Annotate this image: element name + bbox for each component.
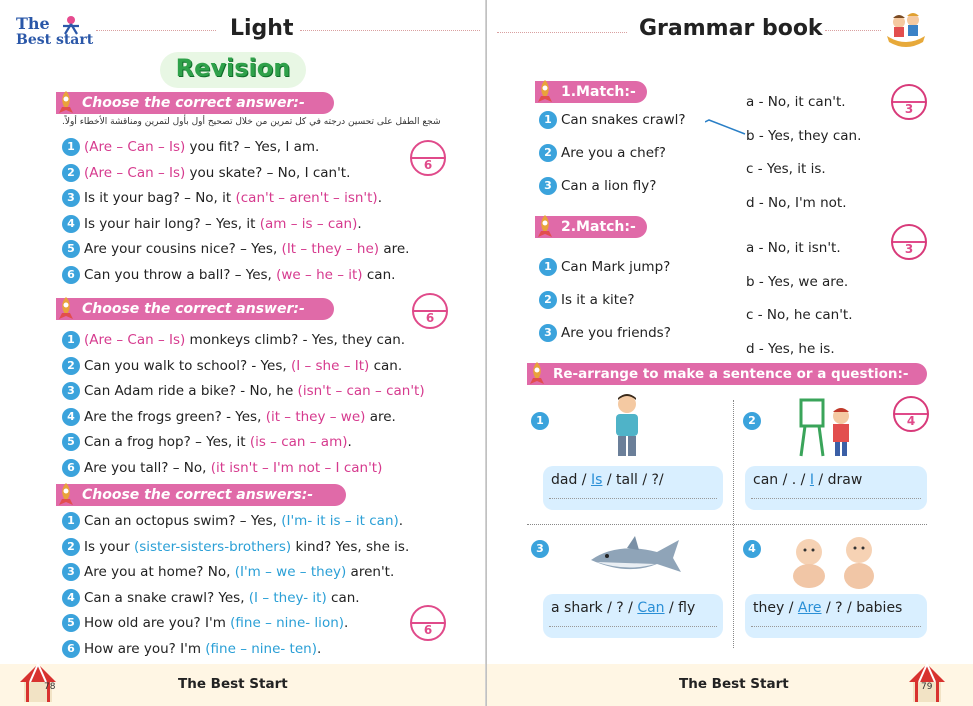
question-number-badge: 2	[62, 538, 80, 556]
answer-choices[interactable]: (I – they- it)	[248, 589, 327, 606]
answer-choices[interactable]: (Are – Can – Is)	[84, 164, 186, 181]
header-dash-right	[825, 30, 881, 31]
match-answer-option[interactable]: d - Yes, he is.	[746, 340, 835, 357]
revision-title-badge	[160, 52, 306, 88]
question-number-badge: 3	[62, 189, 80, 207]
question-number-badge: 5	[62, 240, 80, 258]
section2-title: Choose the correct answer:-	[82, 301, 305, 317]
match-question-text: Are you friends?	[561, 325, 671, 341]
rearrange-box-3[interactable]	[543, 594, 723, 638]
match2-banner	[535, 216, 647, 238]
question-number-badge: 5	[62, 614, 80, 632]
match1-score: 3	[904, 102, 914, 116]
match-answer-option[interactable]: b - Yes, they can.	[746, 127, 862, 144]
question-text: Is it your bag? – No, it (can't – aren't – isn't).	[84, 190, 382, 206]
question-number-badge: 2	[62, 164, 80, 182]
answer-choices[interactable]: (Are – Can – Is)	[84, 332, 186, 348]
match-answer-option[interactable]: b - Yes, we are.	[746, 273, 849, 290]
question-text: (Are – Can – Is) monkeys climb? - Yes, they can.	[84, 332, 406, 348]
answer-choices[interactable]: (am – is – can)	[259, 215, 358, 232]
brand-logo	[16, 14, 96, 50]
match-question-text: Can Mark jump?	[561, 259, 671, 275]
match1-title: 1.Match:-	[561, 84, 636, 100]
horizontal-divider	[527, 524, 927, 525]
question-number-badge: 3	[62, 563, 80, 581]
answer-choices[interactable]: (it – they – we)	[265, 408, 366, 425]
match-question-text: Are you a chef?	[561, 145, 666, 161]
answer-choices[interactable]: (I'm – we – they)	[234, 564, 347, 580]
answer-choices[interactable]: (we – he – it)	[276, 266, 363, 283]
rearrange-number-2: 2	[743, 412, 761, 430]
babies-illustration	[779, 534, 889, 590]
rearrange-box-4[interactable]	[745, 594, 927, 638]
rearrange-words-2: can / . / I / draw	[753, 472, 863, 488]
match-answer-option[interactable]: d - No, I'm not.	[746, 194, 847, 211]
question-number-badge: 1	[62, 512, 80, 530]
question-text: Are you tall? – No, (it isn't – I'm not – I can't)	[84, 459, 383, 476]
section2-score: 6	[425, 311, 435, 325]
answer-choices[interactable]: (can't – aren't – isn't)	[235, 190, 378, 206]
answer-line	[549, 498, 717, 499]
brand-line1: The	[16, 14, 50, 33]
rearrange-words-1: dad / Is / tall / ?/	[551, 472, 664, 488]
match1-banner	[535, 81, 647, 103]
answer-line	[751, 498, 921, 499]
question-number-badge: 4	[62, 589, 80, 607]
boy-illustration	[607, 392, 647, 462]
rearrange-box-1[interactable]	[543, 466, 723, 510]
section3-score: 6	[423, 623, 433, 637]
section1-score: 6	[423, 158, 433, 172]
rocket-icon	[54, 89, 78, 115]
question-number-badge: 4	[62, 215, 80, 233]
question-text: Is your (sister-sisters-brothers) kind? Yes, she is.	[84, 538, 410, 555]
answer-choices[interactable]: (I – she – It)	[290, 357, 370, 374]
left-footer	[0, 664, 486, 706]
rearrange-box-2[interactable]	[745, 466, 927, 510]
question-text: Can a frog hop? – Yes, it (is – can – am).	[84, 434, 352, 450]
question-number-badge: 6	[62, 459, 80, 477]
question-text: How are you? I'm (fine – nine- ten).	[84, 640, 322, 657]
left-title: Light	[230, 16, 294, 41]
match-answer-option[interactable]: c - Yes, it is.	[746, 161, 826, 177]
answer-choices[interactable]: (fine – nine- lion)	[230, 615, 345, 631]
question-text: Can Adam ride a bike? - No, he (isn't – can – can't)	[84, 383, 425, 399]
rocket-icon	[533, 213, 557, 239]
rocket-icon	[54, 481, 78, 507]
kids-on-sled-icon	[883, 8, 929, 50]
left-page-number: 78	[44, 682, 56, 692]
answer-choices[interactable]: (sister-sisters-brothers)	[133, 538, 292, 555]
question-text: Are the frogs green? - Yes, (it – they – we) are.	[84, 408, 396, 425]
rearrange-title: Re-arrange to make a sentence or a question:-	[553, 366, 909, 382]
question-number-badge: 2	[539, 291, 557, 309]
question-number-badge: 3	[539, 177, 557, 195]
question-number-badge: 6	[62, 266, 80, 284]
match2-title: 2.Match:-	[561, 219, 636, 235]
question-text: Can you walk to school? - Yes, (I – she – It) can.	[84, 357, 403, 374]
question-number-badge: 4	[62, 408, 80, 426]
match-question-text: Can a lion fly?	[561, 178, 657, 194]
match-connector-line	[705, 118, 749, 138]
match-answer-option[interactable]: a - No, it can't.	[746, 94, 846, 110]
question-text: Can a snake crawl? Yes, (I – they- it) can.	[84, 589, 360, 606]
shark-illustration	[587, 534, 683, 580]
answer-choices[interactable]: (is – can – am)	[249, 434, 348, 450]
match-answer-option[interactable]: c - No, he can't.	[746, 307, 853, 323]
header-dash-right	[300, 30, 480, 31]
question-number-badge: 2	[539, 144, 557, 162]
arabic-note: شجع الطفل على تحسين درجته في كل تمرين من خلال تصحيح أول بأول لتمرين ومناقشة الأخطاء أولاً.	[62, 117, 441, 127]
right-page	[487, 0, 973, 706]
question-text: (Are – Can – Is) you skate? – No, I can't.	[84, 164, 351, 181]
question-number-badge: 1	[62, 331, 80, 349]
header-dash-left	[96, 30, 216, 31]
question-number-badge: 3	[62, 382, 80, 400]
match-question-text: Is it a kite?	[561, 292, 635, 308]
left-page	[0, 0, 486, 706]
question-number-badge: 1	[62, 138, 80, 156]
answer-line	[549, 626, 717, 627]
painting-kid-illustration	[795, 396, 861, 458]
question-text: How old are you? I'm (fine – nine- lion).	[84, 615, 349, 631]
answer-choices[interactable]: (I'm- it is – it can)	[281, 513, 399, 529]
rearrange-number-4: 4	[743, 540, 761, 558]
question-text: (Are – Can – Is) you fit? – Yes, I am.	[84, 139, 320, 155]
section2-banner	[56, 298, 334, 320]
rearrange-banner	[527, 363, 927, 385]
section3-title: Choose the correct answers:-	[82, 487, 314, 503]
match-question-text: Can snakes crawl?	[561, 112, 686, 128]
right-title: Grammar book	[639, 16, 823, 41]
question-number-badge: 3	[539, 324, 557, 342]
answer-choices[interactable]: (isn't – can – can't)	[297, 383, 425, 399]
rocket-icon	[54, 295, 78, 321]
section1-banner	[56, 92, 334, 114]
question-number-badge: 1	[539, 258, 557, 276]
rearrange-score: 4	[906, 414, 916, 428]
rearrange-number-3: 3	[531, 540, 549, 558]
question-number-badge: 6	[62, 640, 80, 658]
match-answer-option[interactable]: a - No, it isn't.	[746, 240, 841, 256]
answer-choices[interactable]: (fine – nine- ten)	[205, 640, 317, 657]
question-number-badge: 1	[539, 111, 557, 129]
section3-score-circle	[410, 605, 446, 641]
left-footer-text: The Best Start	[178, 676, 288, 692]
answer-line	[751, 626, 921, 627]
answer-choices[interactable]: (it isn't – I'm not – I can't)	[210, 459, 383, 476]
rocket-icon	[533, 78, 557, 104]
header-dash-left	[497, 32, 627, 33]
brand-line2: Best start	[16, 32, 94, 48]
rearrange-score-circle	[893, 396, 929, 432]
section3-banner	[56, 484, 346, 506]
question-text: Can an octopus swim? – Yes, (I'm- it is – it can).	[84, 513, 404, 529]
rearrange-words-4: they / Are / ? / babies	[753, 600, 903, 616]
rearrange-words-3: a shark / ? / Can / fly	[551, 600, 696, 616]
answer-choices[interactable]: (Are – Can – Is)	[84, 139, 186, 155]
question-text: Are your cousins nice? – Yes, (It – they – he) are.	[84, 241, 410, 257]
question-number-badge: 2	[62, 357, 80, 375]
question-text: Can you throw a ball? – Yes, (we – he – it) can.	[84, 266, 396, 283]
match1-score-circle	[891, 84, 927, 120]
section1-title: Choose the correct answer:-	[82, 95, 305, 111]
answer-choices[interactable]: (It – they – he)	[281, 241, 380, 257]
question-text: Is your hair long? – Yes, it (am – is – can).	[84, 215, 362, 232]
revision-title: Revision	[175, 54, 291, 82]
right-footer-text: The Best Start	[679, 676, 789, 692]
match2-score-circle	[891, 224, 927, 260]
rearrange-number-1: 1	[531, 412, 549, 430]
section2-score-circle	[412, 293, 448, 329]
right-footer	[487, 664, 973, 706]
right-page-number: 79	[921, 682, 933, 692]
rocket-icon	[525, 360, 549, 386]
star-mascot-icon	[60, 14, 82, 36]
match2-score: 3	[904, 242, 914, 256]
question-text: Are you at home? No, (I'm – we – they) aren't.	[84, 564, 395, 580]
section1-score-circle	[410, 140, 446, 176]
question-number-badge: 5	[62, 433, 80, 451]
